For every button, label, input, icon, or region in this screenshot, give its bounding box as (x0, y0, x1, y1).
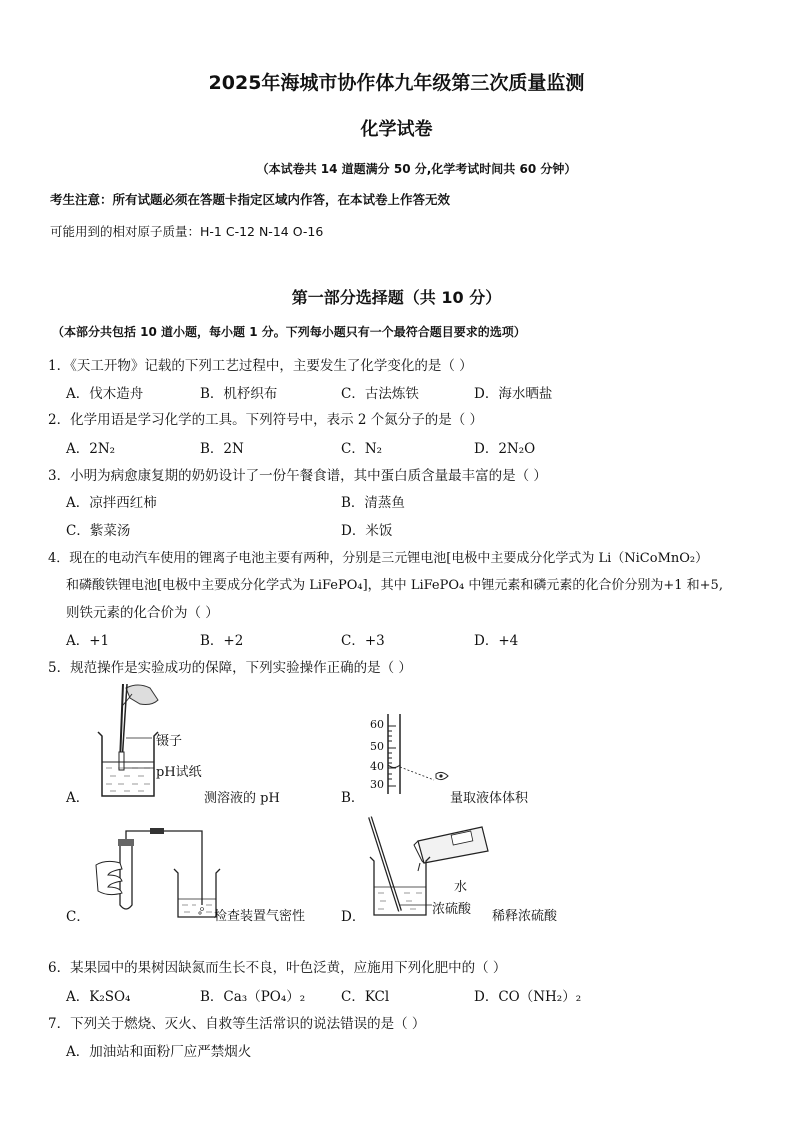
figure-ph-test (92, 682, 212, 802)
tick-40: 40 (370, 760, 384, 773)
question-2-stem: 2．化学用语是学习化学的工具。下列符号中，表示 2 个氮分子的是（ ） (48, 412, 484, 428)
q2-option-b: B．2N (200, 441, 244, 457)
q3-option-c: C．紫菜汤 (66, 523, 131, 539)
question-4-stem-line2: 和磷酸铁锂电池[电极中主要成分化学式为 LiFePO₄]，其中 LiFePO₄ 中锂元素和磷元素的化合价分别为+1 和+5, (66, 578, 723, 593)
q4-option-a: A．+1 (66, 633, 110, 649)
exam-info: （本试卷共 14 道题满分 50 分,化学考试时间共 60 分钟） (256, 162, 577, 176)
label-conc-acid: 浓硫酸 (432, 902, 472, 917)
tick-60: 60 (370, 718, 384, 731)
question-4-stem-line3: 则铁元素的化合价为（ ） (66, 605, 219, 621)
question-3-stem: 3．小明为病愈康复期的奶奶设计了一份午餐食谱，其中蛋白质含量最丰富的是（ ） (48, 468, 547, 484)
figure-dilute-acid (364, 815, 494, 920)
q1-option-b: B．机杼织布 (200, 386, 278, 402)
q6-option-d: D．CO（NH₂）₂ (474, 989, 582, 1005)
question-6-stem: 6．某果园中的果树因缺氮而生长不良，叶色泛黄，应施用下列化肥中的（ ） (48, 960, 507, 976)
q5-option-b: B． (341, 790, 365, 806)
q5-option-c: C． (66, 909, 90, 925)
q6-option-b: B．Ca₃（PO₄）₂ (200, 989, 306, 1005)
caption-ph-test: 测溶液的 pH (204, 791, 280, 806)
section-instruction: （本部分共包括 10 道小题，每小题 1 分。下列每小题只有一个最符合题目要求的选项） (52, 325, 526, 339)
exam-notice: 考生注意：所有试题必须在答题卡指定区域内作答，在本试卷上作答无效 (50, 192, 451, 207)
q4-option-b: B．+2 (200, 633, 244, 649)
question-7-stem: 7．下列关于燃烧、灭火、自救等生活常识的说法错误的是（ ） (48, 1016, 426, 1032)
question-5-stem: 5．规范操作是实验成功的保障，下列实验操作正确的是（ ） (48, 660, 412, 676)
tick-30: 30 (370, 778, 384, 791)
q3-option-a: A．凉拌西红柿 (66, 495, 157, 511)
q6-option-c: C．KCl (341, 989, 390, 1005)
tick-50: 50 (370, 740, 384, 753)
q2-option-d: D．2N₂O (474, 441, 536, 457)
subject-title: 化学试卷 (360, 119, 433, 140)
question-1-stem: 1．《天工开物》记载的下列工艺过程中，主要发生了化学变化的是（ ） (48, 358, 473, 374)
q2-option-c: C．N₂ (341, 441, 383, 457)
atomic-mass-note: 可能用到的相对原子质量：H-1 C-12 N-14 O-16 (50, 224, 324, 239)
question-4-stem-line1: 4．现在的电动汽车使用的锂离子电池主要有两种，分别是三元锂电池[电极中主要成分化学式为 Li（NiCoMnO₂） (48, 551, 709, 566)
q2-option-a: A．2N₂ (66, 441, 116, 457)
label-tweezers: 镊子 (156, 734, 183, 749)
label-water: 水 (454, 880, 468, 895)
q1-option-d: D．海水晒盐 (474, 386, 553, 402)
q1-option-c: C．古法炼铁 (341, 386, 419, 402)
label-ph-paper: pH试纸 (156, 765, 202, 780)
figure-airtightness-check (92, 825, 222, 920)
q5-option-d: D． (341, 909, 366, 925)
q4-option-c: C．+3 (341, 633, 385, 649)
q3-option-b: B．清蒸鱼 (341, 495, 405, 511)
caption-airtightness: 检查装置气密性 (214, 909, 306, 924)
q5-option-a: A． (66, 790, 90, 806)
section-title: 第一部分选择题（共 10 分） (291, 288, 502, 307)
exam-title: 2025年海城市协作体九年级第三次质量监测 (208, 72, 585, 94)
q6-option-a: A．K₂SO₄ (66, 989, 131, 1005)
q4-option-d: D．+4 (474, 633, 519, 649)
q1-option-a: A．伐木造舟 (66, 386, 144, 402)
caption-cylinder: 量取液体体积 (450, 791, 529, 806)
caption-dilute-acid: 稀释浓硫酸 (492, 909, 558, 924)
q7-option-a: A．加油站和面粉厂应严禁烟火 (66, 1044, 252, 1060)
q3-option-d: D．米饭 (341, 523, 393, 539)
